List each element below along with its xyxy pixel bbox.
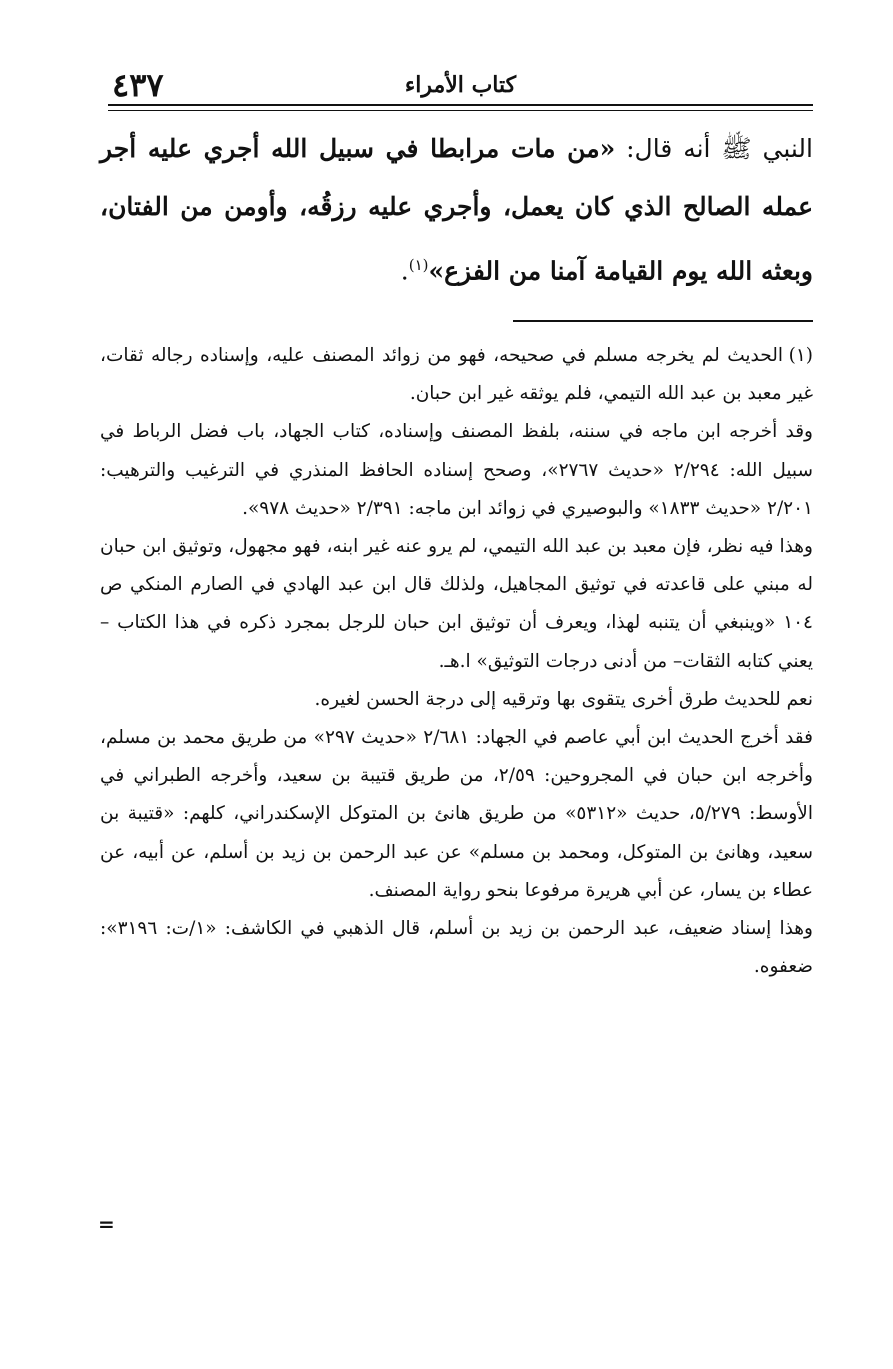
footnotes [100, 337, 813, 986]
footnote-reference: (١) [408, 256, 429, 274]
footnote-paragraph-2: وقد أخرجه ابن ماجه في سننه، بلفظ المصنف وإسناده، كتاب الجهاد، باب فضل الرباط في سبيل الله: ٢/٢٩٤ «حديث ٢٧٦٧»، وصحح إسناده الحافظ المنذري في الترغيب والترهيب: ٢/٢٠١ «حديث ١٨٣٣» والبوصيري في زوائد ابن ماجه: ٢/٣٩١ «حديث ٩٧٨». [100, 421, 813, 519]
header-rule [108, 104, 813, 106]
header-rule-thin [108, 110, 813, 111]
running-title: كتاب الأمراء [404, 72, 517, 98]
page-number: ٤٣٧ [112, 66, 164, 104]
footnote-paragraph-5: فقد أخرج الحديث ابن أبي عاصم في الجهاد: ٢/٦٨١ «حديث ٢٩٧» من طريق محمد بن مسلم، وأخرجه ابن حبان في المجروحين: ٢/٥٩، من طريق قتيبة بن سعيد، وأخرجه الطبراني في الأوسط: ٥/٢٧٩، حديث «٥٣١٢» من طريق هانئ بن المتوكل الإسكندراني، كلهم: «قتيبة بن سعيد، وهانئ بن المتوكل، ومحمد بن مسلم» عن عبد الرحمن بن زيد بن أسلم، عن أبيه، عن عطاء بن يسار، عن أبي هريرة مرفوعا بنحو رواية المصنف. [100, 727, 813, 901]
hadith-text: «من مات مرابطا في سبيل الله أجري عليه أجر عمله الصالح الذي كان يعمل، وأجري عليه رزقُه، وأومن من الفتان، وبعثه الله يوم القيامة آمنا من الفزع» [100, 134, 813, 286]
footnote-text-1: الحديث لم يخرجه مسلم في صحيحه، فهو من زوائد المصنف عليه، وإسناده رجاله ثقات، غير معبد بن عبد الله التيمي، فلم يوثقه غير ابن حبان. [100, 345, 813, 405]
footnote-paragraph-3: وهذا فيه نظر، فإن معبد بن عبد الله التيمي، لم يرو عنه غير ابنه، فهو مجهول، وتوثيق ابن حبان له مبني على قاعدته في توثيق المجاهيل، ولذلك قال ابن عبد الهادي في الصارم المنكي ص ١٠٤ «وينبغي أن يتنبه لهذا، ويعرف أن توثيق ابن حبان للرجل بمجرد ذكره في هذا الكتاب –يعني كتابه الثقات– من أدنى درجات التوثيق» ا.هـ. [100, 536, 813, 672]
main-end: . [400, 256, 409, 286]
footnote-paragraph-4: نعم للحديث طرق أخرى يتقوى بها وترقيه إلى درجة الحسن لغيره. [314, 688, 813, 710]
page-header [108, 60, 813, 104]
footnote-paragraph-6: وهذا إسناد ضعيف، عبد الرحمن بن زيد بن أسلم، قال الذهبي في الكاشف: «١/ت: ٣١٩٦»: ضعفوه. [100, 918, 813, 978]
main-text [100, 120, 813, 300]
footnote-paragraph-1 [100, 337, 813, 413]
footnote-marker: (١) [788, 345, 813, 366]
continuation-mark: = [98, 1212, 115, 1236]
main-intro: النبي ﷺ أنه قال: [615, 134, 813, 163]
footnote-separator [513, 320, 813, 322]
